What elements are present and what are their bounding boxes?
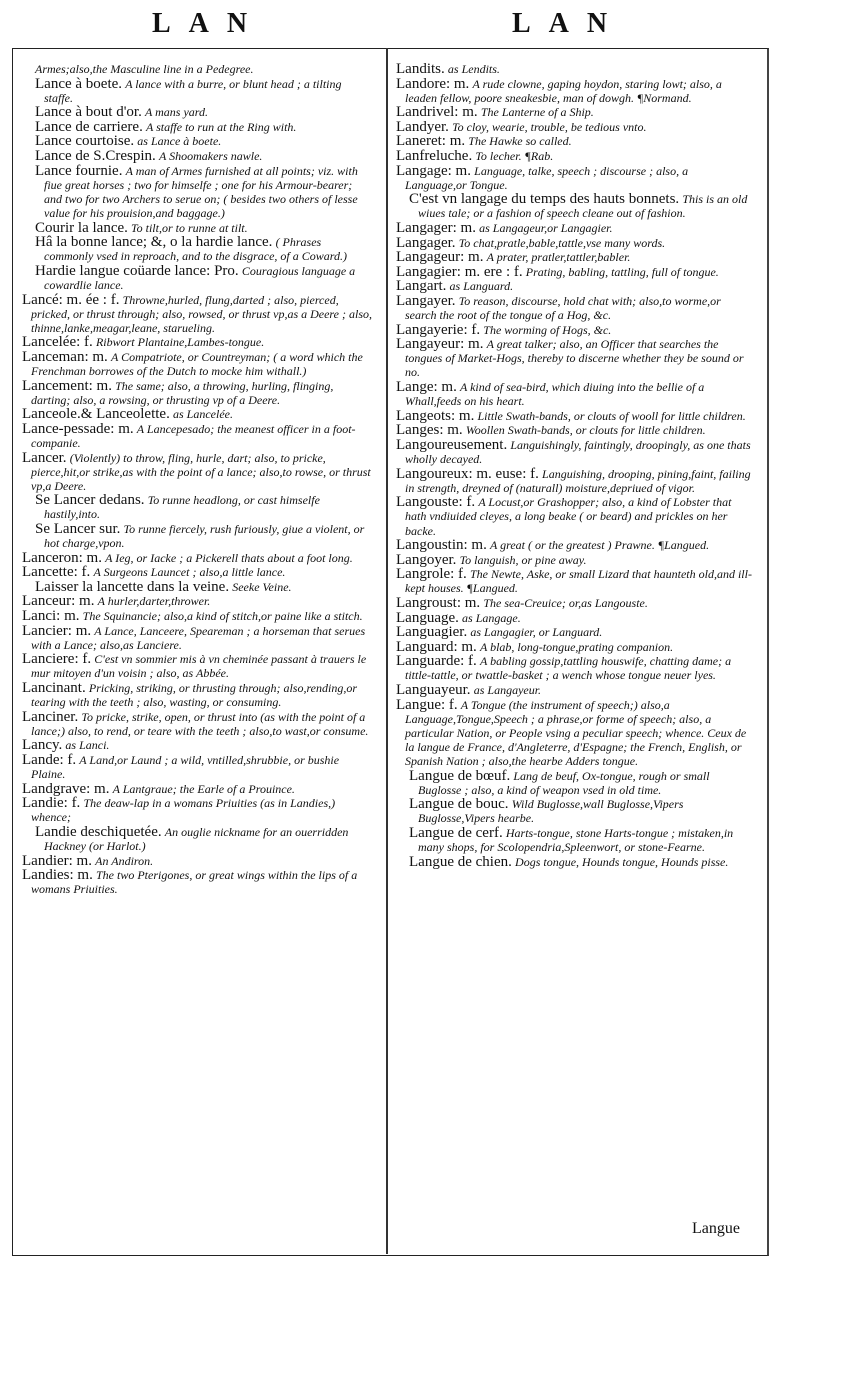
entry-gloss: A great talker; also, an Officer that searches the tongues of Market-Hogs, thereby to discerne whether they be sound or no. — [405, 337, 744, 380]
entry-headword: Langroust: m. — [396, 594, 481, 611]
entry-headword: Langager. — [396, 234, 456, 251]
entry-gloss: Language, talke, speech ; discourse ; also, a Language,or Tongue. — [405, 163, 689, 192]
dictionary-entry — [22, 335, 372, 349]
left-column — [22, 62, 372, 897]
entry-headword: Hâ la bonne lance; &, o la hardie lance. — [35, 234, 273, 251]
entry-gloss: To runne fiercely, rush furiously, giue a violent, or hot charge,vpon. — [44, 522, 365, 551]
dictionary-entry — [396, 294, 752, 322]
entry-headword: Lanceron: m. — [22, 549, 102, 566]
entry-headword: Langageur: m. — [396, 249, 484, 266]
catchword: Langue — [692, 1220, 740, 1237]
entry-headword: Langue de bœuf. — [409, 767, 511, 784]
dictionary-entry — [22, 565, 372, 579]
entry-headword: Langes: m. — [396, 422, 463, 439]
dictionary-entry — [22, 235, 372, 263]
entry-headword: Lanceur: m. — [22, 593, 95, 610]
entry-gloss: A lance with a burre, or blunt head ; a tilting staffe. — [44, 76, 342, 105]
dictionary-entry — [22, 407, 372, 421]
entry-headword: Lancy. — [22, 737, 63, 754]
entry-headword: Lancinant. — [22, 680, 86, 697]
entry-headword: Lance à bout d'or. — [35, 104, 142, 121]
entry-headword: Langue de cerf. — [409, 824, 503, 841]
dictionary-entry — [396, 567, 752, 595]
entry-headword: Laneret: m. — [396, 133, 466, 150]
entry-headword: Langart. — [396, 278, 447, 295]
entry-gloss: Wild Buglosse,wall Buglosse,Vipers Buglosse,Vipers hearbe. — [418, 797, 684, 826]
dictionary-entry — [22, 609, 372, 623]
entry-headword: Landie: f. — [22, 795, 81, 812]
entry-headword: Lande: f. — [22, 752, 77, 768]
dictionary-entry — [396, 640, 752, 654]
dictionary-entry — [396, 538, 752, 552]
entry-gloss: Little Swath-bands, or clouts of wooll for little children. — [477, 408, 746, 423]
entry-headword: Lanciere: f. — [22, 651, 92, 668]
entry-gloss: as Lanci. — [65, 738, 110, 753]
dictionary-entry — [22, 350, 372, 378]
dictionary-entry — [396, 279, 752, 293]
dictionary-entry — [396, 553, 752, 567]
dictionary-entry — [396, 495, 752, 537]
entry-headword: Langoustin: m. — [396, 537, 487, 554]
entry-gloss: Armes;also,the Masculine line in a Pedegree. — [35, 62, 254, 76]
entry-headword: Langue de bouc. — [409, 796, 509, 813]
dictionary-entry — [22, 221, 372, 235]
right-column — [396, 62, 752, 869]
dictionary-entry — [22, 149, 372, 163]
entry-headword: Courir la lance. — [35, 219, 128, 236]
entry-gloss: Dogs tongue, Hounds tongue, Hounds pisse. — [515, 854, 729, 869]
dictionary-entry — [22, 594, 372, 608]
entry-gloss: as Lendits. — [447, 62, 500, 76]
dictionary-entry — [22, 868, 372, 896]
entry-gloss: A rude clowne, gaping hoydon, staring lowt; also, a leaden fellow, poore sneakesbie, man of dowgh. ¶Normand. — [405, 76, 722, 105]
entry-headword: Landore: m. — [396, 75, 470, 92]
entry-gloss: (Violently) to throw, fling, hurle, dart; also, to pricke, pierce,hit,or strike,as with the point of a lance; also,to rowse, or thrust vp,a Deere. — [31, 450, 371, 493]
entry-gloss: Prating, babling, tattling, full of tongue. — [525, 264, 719, 279]
entry-gloss: The same; also, a throwing, hurling, flinging, darting; also, a rowsing, or thrusting vp of a Deere. — [31, 378, 334, 407]
entry-gloss: Seeke Veine. — [232, 579, 292, 594]
dictionary-entry — [396, 625, 752, 639]
entry-headword: Langouste: f. — [396, 494, 476, 511]
entry-headword: Lance courtoise. — [35, 133, 135, 150]
entry-headword: Langeots: m. — [396, 407, 475, 424]
dictionary-entry — [396, 654, 752, 682]
entry-gloss: The Lanterne of a Ship. — [480, 105, 594, 120]
entry-headword: Lancelée: f. — [22, 334, 93, 351]
entry-headword: Langayer. — [396, 293, 456, 309]
dictionary-entry — [396, 250, 752, 264]
entry-gloss: as Lancelée. — [173, 407, 233, 422]
entry-gloss: The sea-Creuice; or,as Langouste. — [483, 595, 648, 610]
entry-gloss: ( Phrases commonly vsed in reproach, and to the disgrace, of a Coward.) — [44, 235, 347, 264]
entry-gloss: To reason, discourse, hold chat with; also,to worme,or search the root of the tongue of a Hog, &c. — [405, 294, 721, 323]
dictionary-entry — [22, 264, 372, 292]
entry-headword: Lanci: m. — [22, 608, 80, 625]
entry-gloss: A Tongue (the instrument of speech;) also,a Language,Tongue,Speech ; a phrase,or forme of speech; also, a particular Nation, or People vsing a peculiar speech; whence. Ceux de la langue de France, d'Angleterre, d'Espagne; the French, English, or Spanish Nation ; also,the hearbe Adders tongue. — [405, 697, 747, 768]
entry-gloss: Couragious language a cowardlie lance. — [44, 263, 356, 292]
entry-gloss: The Newte, Aske, or small Lizard that haunteth old,and ill-kept houses. ¶Langued. — [405, 567, 752, 596]
entry-headword: Languayeur. — [396, 682, 471, 699]
entry-gloss: A Compatriote, or Countreyman; ( a word which the Frenchman borrowes of the Dutch to mocke him withall.) — [31, 349, 363, 378]
entry-gloss: A mans yard. — [145, 105, 208, 120]
dictionary-entry — [22, 451, 372, 493]
entry-headword: Lange: m. — [396, 379, 457, 396]
dictionary-entry — [396, 105, 752, 119]
entry-headword: Lanceole.& Lanceolette. — [22, 406, 170, 423]
entry-headword: Language. — [396, 609, 459, 626]
entry-gloss: as Langage. — [462, 610, 521, 625]
dictionary-entry — [396, 409, 752, 423]
dictionary-entry — [396, 855, 752, 869]
dictionary-entry — [396, 423, 752, 437]
entry-headword: Lance-pessade: m. — [22, 420, 134, 437]
dictionary-entry — [396, 221, 752, 235]
entry-gloss: To tilt,or to runne at tilt. — [131, 220, 248, 235]
entry-headword: Langager: m. — [396, 220, 476, 237]
entry-gloss: The two Pterigones, or great wings within the lips of a womans Priuities. — [31, 868, 358, 897]
dictionary-entry — [396, 134, 752, 148]
entry-headword: Langagier: m. ere : f. — [396, 263, 523, 280]
entry-gloss: This is an old wiues tale; or a fashion of speech cleane out of fashion. — [418, 192, 748, 221]
entry-gloss: To cloy, wearie, trouble, be tedious vnto. — [452, 119, 647, 134]
dictionary-entry — [22, 379, 372, 407]
entry-headword: Lance à boete. — [35, 75, 123, 92]
entry-gloss: The Hawke so called. — [468, 134, 572, 149]
entry-headword: Lanceman: m. — [22, 348, 108, 365]
entry-gloss: To languish, or pine away. — [459, 552, 587, 567]
dictionary-entry — [22, 796, 372, 824]
entry-headword: Lancer. — [22, 449, 67, 466]
dictionary-entry — [22, 551, 372, 565]
entry-headword: Langayerie: f. — [396, 321, 481, 338]
dictionary-entry — [396, 769, 752, 797]
dictionary-entry — [22, 77, 372, 105]
dictionary-entry — [22, 738, 372, 752]
dictionary-entry — [396, 797, 752, 825]
dictionary-entry — [396, 62, 752, 76]
entry-headword: Lanciner. — [22, 708, 79, 725]
dictionary-entry — [22, 134, 372, 148]
entry-headword: Hardie langue coüarde lance: Pro. — [35, 262, 239, 279]
entry-headword: Langoureusement. — [396, 436, 508, 453]
entry-headword: Lancement: m. — [22, 377, 112, 394]
entry-gloss: A kind of sea-bird, which diuing into the bellie of a Whall,feeds on his heart. — [405, 380, 705, 409]
dictionary-entry — [396, 236, 752, 250]
entry-gloss: The Squinancie; also,a kind of stitch,or paine like a stitch. — [82, 609, 363, 624]
dictionary-entry — [22, 293, 372, 335]
entry-headword: Lance fournie. — [35, 162, 123, 179]
entry-gloss: A Lancepesado; the meanest officer in a foot-companie. — [31, 421, 356, 450]
dictionary-entry — [22, 825, 372, 853]
entry-gloss: A Lance, Lanceere, Speareman ; a horseman that serues with a Lance; also,as Lanciere. — [31, 623, 366, 652]
dictionary-entry — [396, 698, 752, 768]
dictionary-entry — [22, 782, 372, 796]
dictionary-entry — [22, 62, 372, 76]
dictionary-entry — [22, 522, 372, 550]
entry-gloss: Languishing, drooping, pining,faint, failing in strength, dreyned of (naturall) moisture,depriued of vigor. — [405, 466, 751, 495]
entry-gloss: An Andiron. — [95, 853, 154, 868]
dictionary-entry — [396, 337, 752, 379]
header-left: LAN — [152, 8, 266, 39]
entry-headword: Langage: m. — [396, 162, 471, 179]
entry-headword: Landier: m. — [22, 852, 92, 869]
entry-gloss: A great ( or the greatest ) Prawne. ¶Langued. — [489, 538, 710, 553]
dictionary-entry — [22, 681, 372, 709]
entry-gloss: The deaw-lap in a womans Priuities (as in Landies,) whence; — [31, 796, 336, 825]
dictionary-entry — [396, 149, 752, 163]
entry-gloss: as Langayeur. — [473, 683, 542, 698]
entry-headword: C'est vn langage du temps des hauts bonnets. — [409, 191, 680, 208]
entry-gloss: A Ieg, or Iacke ; a Pickerell thats about a foot long. — [105, 550, 353, 565]
entry-headword: Langoyer. — [396, 551, 457, 568]
entry-gloss: Lang de beuf, Ox-tongue, rough or small Buglosse ; also, a kind of weapon vsed in old time. — [418, 768, 710, 797]
dictionary-entry — [22, 580, 372, 594]
entry-gloss: Ribwort Plantaine,Lambes-tongue. — [95, 335, 265, 350]
dictionary-entry — [396, 192, 752, 220]
entry-headword: Se Lancer sur. — [35, 521, 121, 537]
entry-headword: Langoureux: m. euse: f. — [396, 465, 539, 482]
entry-headword: Lancette: f. — [22, 564, 91, 581]
dictionary-entry — [22, 624, 372, 652]
entry-headword: Lance de S.Crespin. — [35, 148, 156, 165]
entry-headword: Landie deschiquetée. — [35, 823, 162, 840]
entry-gloss: To pricke, strike, open, or thrust into (as with the point of a lance;) also, to rend, or teare with the teeth ; also,to wast,or consume. — [31, 709, 369, 738]
entry-gloss: A prater, pratler,tattler,babler. — [486, 250, 631, 265]
dictionary-entry — [396, 265, 752, 279]
entry-gloss: Pricking, striking, or thrusting through; also,rending,or tearing with the teeth ; also, wasting, or consuming. — [31, 681, 358, 710]
dictionary-entry — [396, 164, 752, 192]
entry-headword: Lancier: m. — [22, 622, 92, 639]
entry-headword: Languagier. — [396, 624, 468, 641]
entry-headword: Laisser la lancette dans la veine. — [35, 578, 230, 595]
dictionary-entry — [396, 467, 752, 495]
entry-headword: Lanfreluche. — [396, 148, 473, 165]
entry-headword: Landies: m. — [22, 867, 93, 884]
entry-gloss: as Langageur,or Langagier. — [479, 221, 613, 236]
entry-gloss: Harts-tongue, stone Harts-tongue ; mistaken,in many shops, for Scolopendria,Spleenwort, or stone-Fearne. — [418, 825, 734, 855]
dictionary-entry — [22, 710, 372, 738]
entry-gloss: Throwne,hurled, flung,darted ; also, pierced, pricked, or thrust through; also, rowsed, or thrust vp,as a Deere ; also, thinne,lanke,meagar,leane, starueling. — [31, 292, 372, 335]
entry-headword: Landgrave: m. — [22, 780, 110, 797]
entry-gloss: Languishingly, faintingly, droopingly, as one thats wholly decayed. — [405, 437, 751, 467]
dictionary-entry — [396, 323, 752, 337]
entry-gloss: To chat,pratle,bable,tattle,vse many words. — [458, 235, 666, 250]
entry-gloss: To lecher. ¶Rab. — [475, 149, 554, 164]
dictionary-entry — [22, 753, 372, 781]
dictionary-entry — [22, 854, 372, 868]
entry-gloss: C'est vn sommier mis à vn cheminée passant à trauers le mur mitoyen d'un voisin ; also, as Abbée. — [31, 652, 367, 681]
entry-gloss: The worming of Hogs, &c. — [483, 322, 612, 337]
dictionary-entry — [22, 164, 372, 220]
dictionary-entry — [396, 826, 752, 854]
dictionary-entry — [22, 105, 372, 119]
dictionary-entry — [396, 683, 752, 697]
entry-gloss: A blab, long-tongue,prating companion. — [479, 639, 674, 654]
entry-headword: Landrivel: m. — [396, 104, 478, 121]
dictionary-entry — [22, 120, 372, 134]
entry-gloss: A hurler,darter,thrower. — [97, 594, 211, 609]
entry-headword: Lance de carriere. — [35, 118, 143, 135]
dictionary-entry — [22, 493, 372, 521]
entry-headword: Se Lancer dedans. — [35, 492, 145, 509]
dictionary-entry — [396, 438, 752, 466]
entry-gloss: An ouglie nickname for an ouerridden Hackney (or Harlot.) — [44, 824, 349, 854]
entry-headword: Lancé: m. ée : f. — [22, 291, 120, 308]
dictionary-entry — [396, 380, 752, 408]
dictionary-entry — [396, 77, 752, 105]
dictionary-entry — [396, 120, 752, 134]
entry-headword: Languard: m. — [396, 638, 477, 655]
entry-gloss: A Lantgraue; the Earle of a Prouince. — [112, 781, 295, 796]
entry-gloss: A Locust,or Grashopper; also, a kind of Lobster that hath vndiuided cleyes, a long beake ( or beard) and prickles on her backe. — [405, 495, 732, 538]
column-divider — [386, 48, 388, 1254]
dictionary-entry — [396, 611, 752, 625]
entry-headword: Langue de chien. — [409, 853, 512, 870]
entry-gloss: as Languard. — [449, 279, 514, 294]
entry-gloss: as Lance à boete. — [137, 134, 222, 149]
entry-gloss: Woollen Swath-bands, or clouts for little children. — [465, 423, 706, 438]
entry-headword: Landyer. — [396, 118, 449, 135]
entry-gloss: A staffe to run at the Ring with. — [145, 119, 297, 134]
entry-headword: Langayeur: m. — [396, 336, 484, 353]
entry-gloss: A Surgeons Launcet ; also,a little lance. — [93, 565, 286, 580]
entry-gloss: A Shoomakers nawle. — [158, 149, 263, 164]
entry-gloss: To runne headlong, or cast himselfe hastily,into. — [44, 493, 320, 522]
entry-gloss: A man of Armes furnished at all points; viz. with fiue great horses ; two for himselfe ; one for his Armour-bearer; and two for two Archers to serue on; ( besides two others of lesse value for his prouision,and baggage.) — [44, 163, 358, 220]
dictionary-entry — [396, 596, 752, 610]
entry-headword: Langrole: f. — [396, 566, 467, 583]
entry-gloss: A babling gossip,tattling houswife, chatting dame; a tittle-tattle, or twattle-basket ; a wench whose tongue neuer lyes. — [405, 654, 732, 683]
entry-headword: Languarde: f. — [396, 653, 477, 670]
entry-gloss: as Langagier, or Languard. — [470, 625, 603, 640]
header-right: LAN — [512, 8, 626, 39]
dictionary-entry — [22, 422, 372, 450]
dictionary-entry — [22, 652, 372, 680]
entry-gloss: A Land,or Laund ; a wild, vntilled,shrubbie, or bushie Plaine. — [31, 753, 340, 782]
entry-headword: Landits. — [396, 61, 445, 77]
entry-headword: Langue: f. — [396, 696, 458, 713]
